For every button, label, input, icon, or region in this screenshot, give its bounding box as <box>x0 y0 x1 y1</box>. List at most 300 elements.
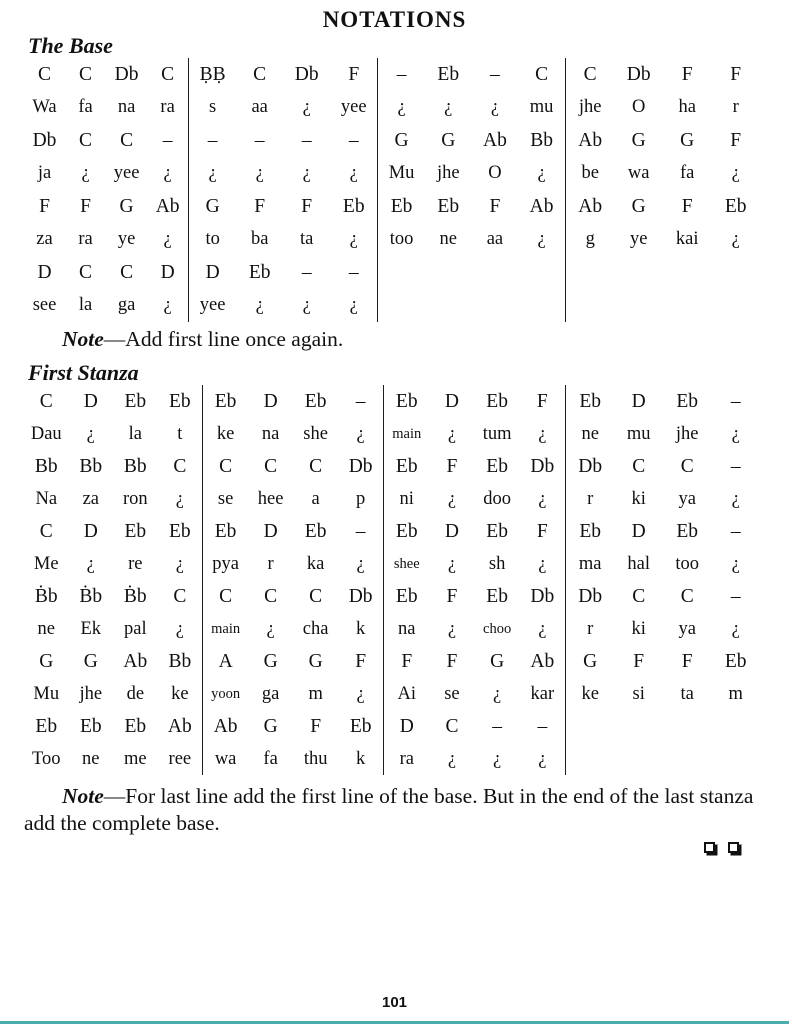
note-cell: Eb <box>214 390 237 412</box>
note-cell: Ḃb <box>123 585 147 607</box>
measure-group <box>24 710 202 743</box>
measure-group <box>24 418 202 451</box>
note-cell: Eb <box>395 390 418 412</box>
note-cell: F <box>681 650 693 672</box>
syllable-cell: Mu <box>388 163 415 184</box>
syllable-cell: to <box>205 229 220 250</box>
measure-group <box>565 256 760 289</box>
note-cell: G <box>205 195 220 217</box>
syllable-cell: za <box>36 229 53 250</box>
note-cell: Ab <box>578 129 603 151</box>
syllable-cell: main <box>211 620 241 637</box>
measure-group <box>383 515 565 548</box>
measure-group <box>383 678 565 711</box>
note-cell: Ḃb <box>79 585 103 607</box>
note-cell: F <box>489 195 501 217</box>
note-cell: G <box>119 195 134 217</box>
note-cell: Eb <box>342 195 365 217</box>
note-cell: Ab <box>578 195 603 217</box>
syllable-cell: g <box>585 229 595 250</box>
syllable-cell: na <box>117 97 136 118</box>
note-cell: C <box>38 63 52 85</box>
measure-group <box>377 157 565 190</box>
syllable-cell: main <box>392 425 422 442</box>
note-cell: Ab <box>123 650 148 672</box>
stanza-note-paragraph <box>24 783 764 837</box>
note-cell: C <box>583 63 597 85</box>
syllable-cell: ne <box>439 229 457 250</box>
note-cell: D <box>631 390 646 412</box>
note-cell: Eb <box>248 261 271 283</box>
syllable-cell: mu <box>626 423 651 444</box>
syllable-cell: ¿ <box>266 618 275 639</box>
note-cell: – <box>355 520 366 542</box>
measure-group <box>24 91 188 124</box>
measure-group <box>202 645 383 678</box>
note-cell: F <box>633 650 645 672</box>
syllable-cell: ¿ <box>731 229 740 250</box>
syllable-cell: ¿ <box>302 97 311 118</box>
note-cell: C <box>120 129 134 151</box>
note-cell: D <box>37 261 52 283</box>
syllable-cell: hee <box>257 488 284 509</box>
note-cell: Ḃb <box>34 585 58 607</box>
end-of-section-squares <box>0 842 789 858</box>
syllable-cell: choo <box>483 620 512 637</box>
note-cell: D <box>444 390 459 412</box>
syllable-cell: ¿ <box>163 295 172 316</box>
measure-group <box>383 580 565 613</box>
syllable-cell: ¿ <box>444 97 453 118</box>
note-cell: – <box>537 715 548 737</box>
syllable-cell: kai <box>675 229 699 250</box>
note-cell: Eb <box>437 63 460 85</box>
measure-group <box>188 289 377 322</box>
syllable-cell: ne <box>581 423 599 444</box>
measure-group <box>24 613 202 646</box>
measure-group <box>383 710 565 743</box>
syllable-cell: ¿ <box>447 488 457 509</box>
note-cell: C <box>445 715 459 737</box>
measure-group <box>202 450 383 483</box>
note-cell: Db <box>114 63 139 85</box>
syllable-cell: ja <box>37 163 52 184</box>
syllable-cell: jhe <box>436 163 460 184</box>
measure-group <box>377 223 565 256</box>
syllable-cell: Wa <box>32 97 57 118</box>
note-cell: C <box>632 585 646 607</box>
note-cell: – <box>254 129 265 151</box>
note-cell: C <box>264 585 278 607</box>
note-cell: F <box>401 650 413 672</box>
syllable-cell: yoon <box>211 685 241 702</box>
syllable-cell: kar <box>530 683 555 704</box>
note-cell: Eb <box>676 520 699 542</box>
syllable-row <box>24 743 760 776</box>
note-cell: – <box>730 585 741 607</box>
measure-group <box>565 613 760 646</box>
measure-group <box>24 256 188 289</box>
measure-group <box>24 58 188 91</box>
note-cell: D <box>631 520 646 542</box>
note-cell: G <box>83 650 98 672</box>
note-row <box>24 580 760 613</box>
syllable-cell: ¿ <box>731 163 740 184</box>
syllable-cell: ne <box>37 618 55 639</box>
syllable-cell: ¿ <box>255 295 264 316</box>
syllable-cell: ¿ <box>208 163 217 184</box>
syllable-cell: Dau <box>30 423 62 444</box>
measure-group <box>188 58 377 91</box>
end-square-icon <box>728 842 739 853</box>
note-label: Note <box>62 784 104 808</box>
measure-group <box>565 418 760 451</box>
note-cell: Eb <box>486 455 508 477</box>
measure-group <box>24 580 202 613</box>
syllable-cell: ke <box>216 423 235 444</box>
note-cell: Db <box>348 455 373 477</box>
measure-group <box>565 678 760 711</box>
note-cell: – <box>207 129 218 151</box>
measure-group <box>565 157 760 190</box>
note-cell: Eb <box>486 585 508 607</box>
measure-group <box>383 613 565 646</box>
note-cell: C <box>309 455 323 477</box>
syllable-cell: ¿ <box>349 163 358 184</box>
note-cell: – <box>730 520 741 542</box>
note-cell: Eb <box>437 195 460 217</box>
syllable-cell: fa <box>263 748 278 769</box>
syllable-cell: ye <box>629 229 648 250</box>
syllable-row <box>24 418 760 451</box>
syllable-cell: ne <box>82 748 100 769</box>
note-cell: D <box>399 715 414 737</box>
syllable-cell: ¿ <box>538 618 547 639</box>
page-number: 101 <box>381 994 408 1011</box>
syllable-cell: ke <box>171 683 189 704</box>
note-cell: F <box>536 390 548 412</box>
note-row <box>24 645 760 678</box>
note-cell: G <box>631 129 646 151</box>
measure-group <box>188 223 377 256</box>
note-cell: F <box>536 520 548 542</box>
note-cell: Db <box>32 129 57 151</box>
syllable-cell: ¿ <box>175 488 184 509</box>
note-cell: G <box>394 129 409 151</box>
note-cell: – <box>355 390 366 412</box>
note-cell: Eb <box>390 195 413 217</box>
note-cell: G <box>263 650 278 672</box>
measure-group <box>377 190 565 223</box>
note-row <box>24 710 760 743</box>
base-section-heading: The Base <box>28 33 113 58</box>
measure-group <box>377 124 565 157</box>
syllable-cell: ¿ <box>349 229 358 250</box>
syllable-cell: me <box>124 748 147 769</box>
syllable-cell: ¿ <box>163 163 172 184</box>
measure-group <box>565 190 760 223</box>
measure-group <box>565 223 760 256</box>
note-cell: F <box>730 129 742 151</box>
syllable-cell: ¿ <box>493 748 502 769</box>
note-cell: C <box>264 455 278 477</box>
syllable-row <box>24 91 760 124</box>
syllable-row <box>24 289 760 322</box>
note-cell: G <box>263 715 278 737</box>
note-cell: G <box>441 129 456 151</box>
syllable-row <box>24 483 760 516</box>
note-cell: D <box>83 390 98 412</box>
note-cell: Eb <box>304 520 327 542</box>
syllable-cell: Na <box>35 488 58 509</box>
measure-group <box>202 710 383 743</box>
syllable-cell: be <box>581 163 599 184</box>
note-row <box>24 515 760 548</box>
note-cell: A <box>218 650 233 672</box>
measure-group <box>565 91 760 124</box>
note-cell: Eb <box>724 650 747 672</box>
measure-group <box>565 58 760 91</box>
syllable-cell: ra <box>160 97 175 118</box>
syllable-cell: ¿ <box>537 229 546 250</box>
note-cell: F <box>301 195 313 217</box>
measure-group <box>188 157 377 190</box>
measure-group <box>383 450 565 483</box>
note-cell: – <box>162 129 173 151</box>
note-cell: Eb <box>304 390 327 412</box>
measure-group <box>188 256 377 289</box>
syllable-cell: ¿ <box>731 488 740 509</box>
measure-group <box>24 515 202 548</box>
note-cell: C <box>173 455 187 477</box>
measure-group <box>24 190 188 223</box>
syllable-cell: ¿ <box>356 683 365 704</box>
syllable-cell: ¿ <box>175 618 184 639</box>
note-cell: Eb <box>349 715 372 737</box>
base-note-paragraph <box>24 326 764 353</box>
note-cell: Bb <box>123 455 147 477</box>
syllable-cell: ¿ <box>538 553 547 574</box>
note-cell: Db <box>530 455 555 477</box>
measure-group <box>377 91 565 124</box>
syllable-cell: ra <box>78 229 93 250</box>
syllable-cell: r <box>587 618 594 639</box>
note-cell: C <box>680 585 694 607</box>
syllable-cell: ¿ <box>731 423 740 444</box>
note-cell: F <box>446 650 458 672</box>
syllable-cell: jhe <box>675 423 699 444</box>
note-cell: Db <box>530 585 555 607</box>
base-notation-table <box>24 58 760 322</box>
measure-group <box>202 515 383 548</box>
note-cell: Db <box>348 585 373 607</box>
note-cell: C <box>39 390 53 412</box>
note-cell: Eb <box>124 520 147 542</box>
syllable-cell: ¿ <box>86 553 95 574</box>
syllable-cell: ki <box>631 618 646 639</box>
syllable-cell: ya <box>678 618 696 639</box>
note-label: Note <box>62 327 104 351</box>
note-cell: C <box>253 63 267 85</box>
note-cell: Ab <box>213 715 238 737</box>
syllable-cell: ¿ <box>86 423 95 444</box>
syllable-cell: ka <box>306 553 325 574</box>
measure-group <box>377 256 565 289</box>
note-cell: G <box>490 650 505 672</box>
syllable-cell: O <box>632 97 646 118</box>
note-cell: D <box>444 520 459 542</box>
note-row <box>24 256 760 289</box>
note-cell: Ab <box>483 129 507 151</box>
measure-group <box>202 483 383 516</box>
note-cell: – <box>348 129 359 151</box>
note-cell: – <box>730 455 741 477</box>
syllable-cell: ki <box>631 488 646 509</box>
note-cell: Ab <box>530 650 555 672</box>
syllable-cell: p <box>356 488 366 509</box>
measure-group <box>565 289 760 322</box>
syllable-cell: doo <box>483 488 512 509</box>
syllable-cell: see <box>32 295 57 316</box>
syllable-cell: k <box>356 748 366 769</box>
note-cell: Db <box>578 585 603 607</box>
syllable-cell: la <box>128 423 142 444</box>
note-cell: C <box>309 585 323 607</box>
note-cell: F <box>681 195 693 217</box>
syllable-cell: ¿ <box>81 163 90 184</box>
note-cell: F <box>80 195 91 217</box>
note-cell: – <box>301 261 312 283</box>
measure-group <box>565 124 760 157</box>
measure-group <box>377 58 565 91</box>
syllable-cell: too <box>389 229 414 250</box>
note-cell: Eb <box>579 390 602 412</box>
note-row <box>24 385 760 418</box>
note-cell: C <box>120 261 134 283</box>
note-cell: Db <box>294 63 319 85</box>
note-cell: F <box>355 650 367 672</box>
syllable-cell: fa <box>680 163 695 184</box>
note-row <box>24 58 760 91</box>
syllable-cell: ¿ <box>175 553 184 574</box>
syllable-cell: ¿ <box>397 97 406 118</box>
note-cell: – <box>492 715 503 737</box>
note-cell: C <box>680 455 694 477</box>
note-cell: F <box>254 195 266 217</box>
note-cell: G <box>308 650 323 672</box>
note-cell: F <box>730 63 742 85</box>
note-cell: F <box>681 63 693 85</box>
note-cell: C <box>173 585 187 607</box>
measure-group <box>24 743 202 776</box>
syllable-cell: ba <box>250 229 269 250</box>
syllable-cell: shee <box>393 555 420 572</box>
syllable-cell: ree <box>168 748 192 769</box>
syllable-cell: se <box>444 683 460 704</box>
measure-group <box>24 124 188 157</box>
measure-group <box>565 483 760 516</box>
syllable-row <box>24 548 760 581</box>
syllable-cell: Ai <box>397 683 416 704</box>
note-cell: C <box>79 129 93 151</box>
measure-group <box>202 418 383 451</box>
note-cell: G <box>680 129 695 151</box>
syllable-cell: ga <box>261 683 280 704</box>
measure-group <box>565 548 760 581</box>
note-cell: C <box>161 63 175 85</box>
end-square-icon <box>704 842 715 853</box>
syllable-cell: ¿ <box>538 748 547 769</box>
syllable-cell: se <box>217 488 234 509</box>
measure-group <box>202 678 383 711</box>
syllable-cell: yee <box>113 163 140 184</box>
syllable-cell: too <box>675 553 700 574</box>
note-cell: – <box>396 63 407 85</box>
measure-group <box>188 91 377 124</box>
measure-group <box>565 450 760 483</box>
syllable-cell: ta <box>680 683 694 704</box>
note-cell: ḄḄ <box>199 63 226 85</box>
note-cell: C <box>535 63 549 85</box>
syllable-cell: ¿ <box>731 618 740 639</box>
syllable-cell: si <box>632 683 645 704</box>
measure-group <box>383 418 565 451</box>
syllable-cell: ron <box>122 488 148 509</box>
syllable-cell: Ek <box>80 618 102 639</box>
stanza-notation-table <box>24 385 760 775</box>
measure-group <box>24 450 202 483</box>
note-cell: Eb <box>676 390 699 412</box>
note-cell: Bb <box>168 650 192 672</box>
syllable-cell: ¿ <box>490 97 500 118</box>
syllable-row <box>24 678 760 711</box>
note-cell: Eb <box>395 455 418 477</box>
syllable-cell: ye <box>117 229 136 250</box>
syllable-cell: a <box>311 488 320 509</box>
note-cell: C <box>39 520 53 542</box>
syllable-cell: tum <box>482 423 512 444</box>
note-cell: – <box>730 390 741 412</box>
syllable-cell: ya <box>678 488 696 509</box>
note-cell: F <box>446 455 458 477</box>
measure-group <box>383 548 565 581</box>
syllable-cell: pal <box>124 618 147 639</box>
note-cell: – <box>490 63 500 85</box>
syllable-cell: ke <box>581 683 599 704</box>
syllable-cell: ¿ <box>302 163 311 184</box>
measure-group <box>24 385 202 418</box>
syllable-cell: yee <box>340 97 367 118</box>
syllable-cell: cha <box>302 618 329 639</box>
note-cell: D <box>83 520 98 542</box>
syllable-cell: hal <box>627 553 650 574</box>
stanza-section-heading: First Stanza <box>28 360 139 385</box>
syllable-cell: ¿ <box>731 553 740 574</box>
measure-group <box>383 645 565 678</box>
note-cell: Bb <box>530 129 553 151</box>
note-text: —Add first line once again. <box>103 327 344 351</box>
syllable-cell: yee <box>199 295 226 316</box>
note-cell: Eb <box>579 520 602 542</box>
syllable-cell: ¿ <box>163 229 172 250</box>
measure-group <box>24 223 188 256</box>
measure-group <box>202 743 383 776</box>
note-cell: D <box>263 520 278 542</box>
syllable-cell: ¿ <box>349 295 358 316</box>
note-text: —For last line add the first line of the base. But in the end of the last stanza add the complete base. <box>24 784 754 835</box>
syllable-cell: ¿ <box>493 683 502 704</box>
syllable-cell: r <box>732 97 739 118</box>
